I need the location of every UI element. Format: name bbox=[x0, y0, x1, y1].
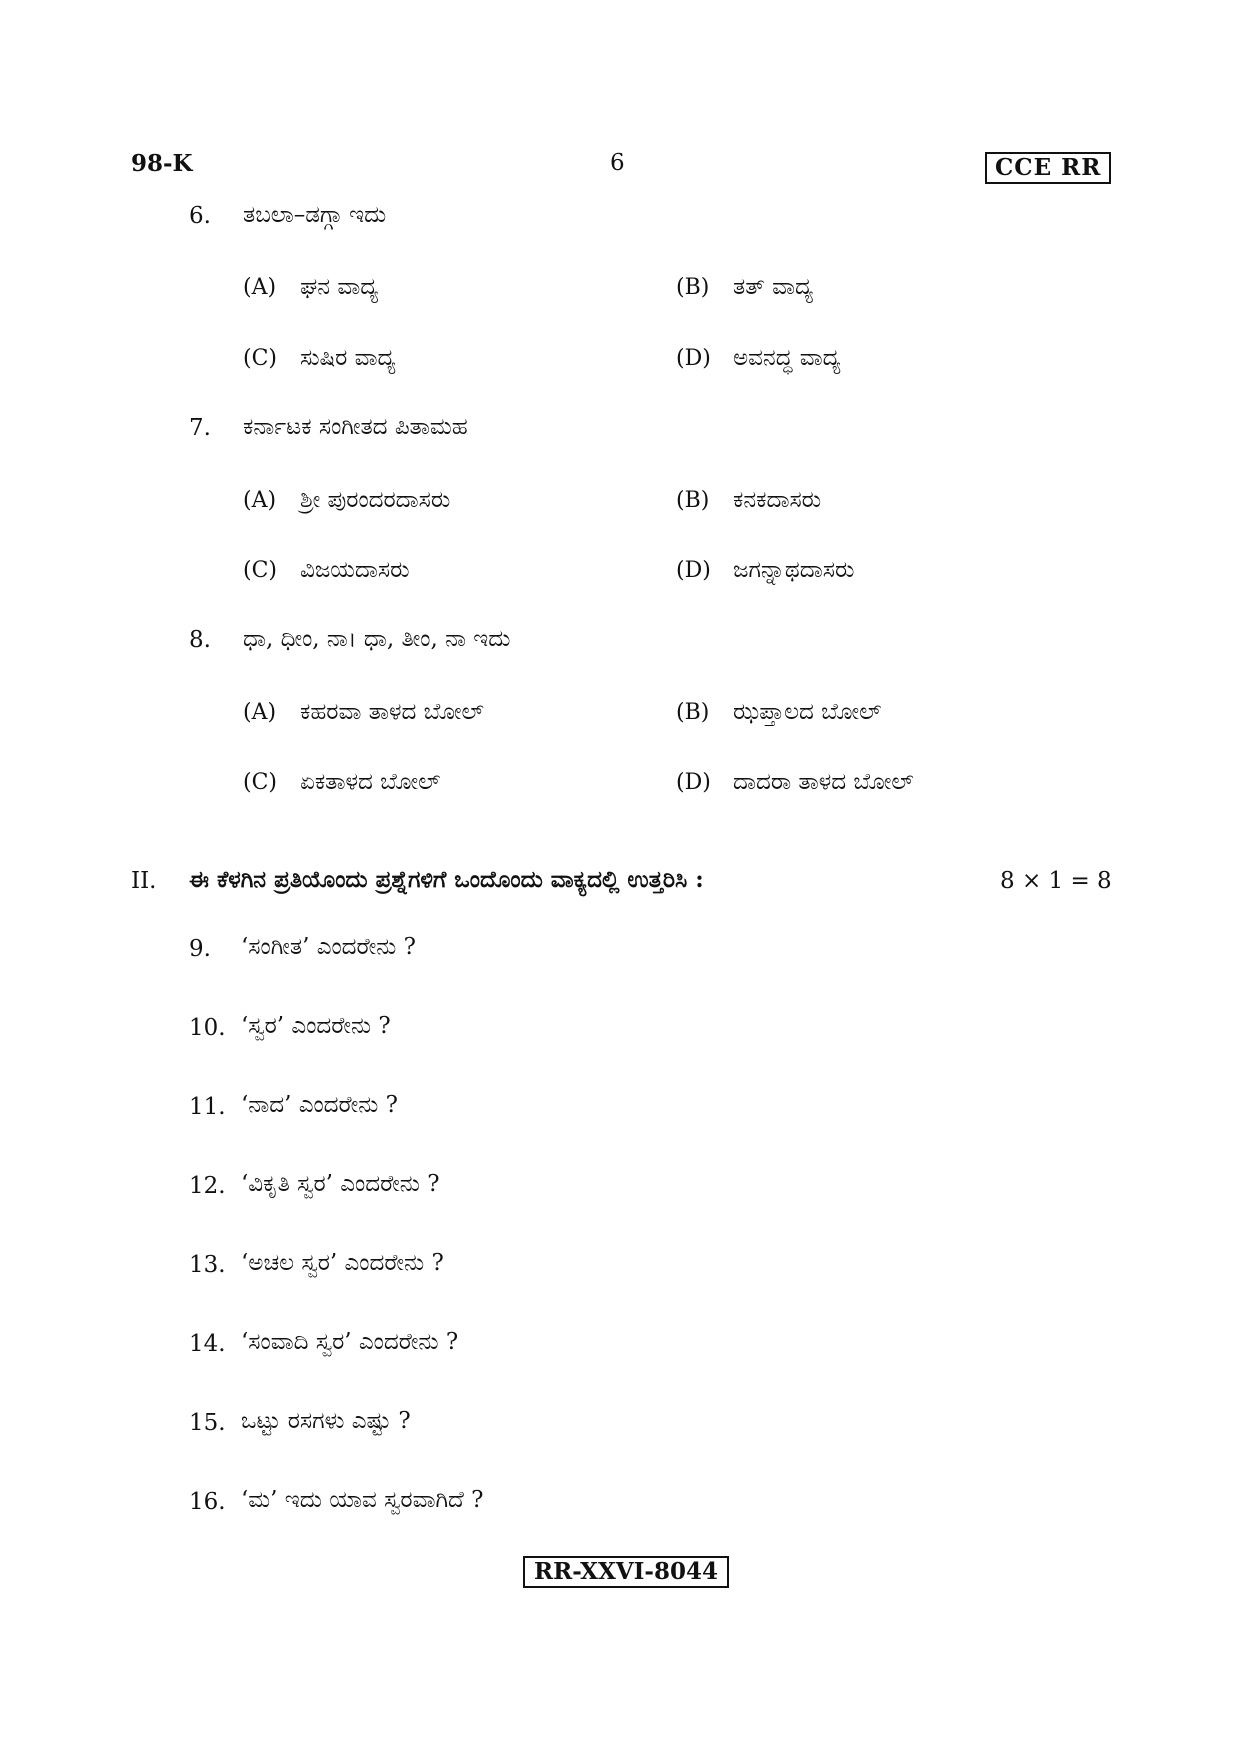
question-number: 8. bbox=[189, 627, 211, 653]
section-marks: 8 × 1 = 8 bbox=[1000, 868, 1112, 894]
option-letter: (D) bbox=[676, 558, 711, 583]
series-box: CCE RR bbox=[985, 152, 1111, 184]
option-text: ಶ್ರೀ ಪುರಂದರದಾಸರು bbox=[300, 487, 451, 513]
option-letter: (B) bbox=[676, 488, 710, 513]
option-letter: (A) bbox=[243, 700, 277, 725]
option-text: ದಾದರಾ ತಾಳದ ಬೋಲ್ bbox=[733, 769, 914, 795]
option-letter: (C) bbox=[243, 346, 277, 371]
question-number: 12. bbox=[189, 1173, 226, 1199]
question-text: ಒಟ್ಟು ರಸಗಳು ಎಷ್ಟು ? bbox=[241, 1408, 411, 1434]
option-letter: (A) bbox=[243, 488, 277, 513]
question-number: 9. bbox=[189, 936, 211, 962]
option-letter: (B) bbox=[676, 275, 710, 300]
option-text: ಅವನದ್ಧ ವಾದ್ಯ bbox=[733, 345, 841, 371]
option-letter: (D) bbox=[676, 770, 711, 795]
option-text: ಝಪ್ತಾಲದ ಬೋಲ್ bbox=[733, 699, 882, 725]
question-number: 15. bbox=[189, 1410, 226, 1436]
page-number: 6 bbox=[610, 150, 625, 176]
option-letter: (D) bbox=[676, 346, 711, 371]
option-letter: (C) bbox=[243, 558, 277, 583]
question-number: 14. bbox=[189, 1331, 226, 1357]
question-text: ಕರ್ನಾಟಕ ಸಂಗೀತದ ಪಿತಾಮಹ bbox=[243, 414, 468, 440]
section-number: II. bbox=[131, 868, 157, 894]
option-text: ತತ್ ವಾದ್ಯ bbox=[733, 274, 814, 300]
option-text: ಘನ ವಾದ್ಯ bbox=[300, 274, 379, 300]
option-text: ವಿಜಯದಾಸರು bbox=[300, 557, 410, 583]
option-text: ಕನಕದಾಸರು bbox=[733, 487, 822, 513]
question-text: ‘ವಿಕೃತಿ ಸ್ವರ’ ಎಂದರೇನು ? bbox=[241, 1171, 440, 1197]
footer-code-box: RR-XXVI-8044 bbox=[523, 1556, 729, 1588]
option-letter: (A) bbox=[243, 275, 277, 300]
question-text: ‘ಮ’ ಇದು ಯಾವ ಸ್ವರವಾಗಿದೆ ? bbox=[241, 1487, 484, 1513]
option-letter: (B) bbox=[676, 700, 710, 725]
question-number: 6. bbox=[189, 203, 211, 229]
question-number: 10. bbox=[189, 1015, 226, 1041]
question-text: ತಬಲಾ–ಡಗ್ಗಾ ಇದು bbox=[243, 202, 387, 228]
question-number: 13. bbox=[189, 1252, 226, 1278]
question-text: ‘ಸಂಗೀತ’ ಎಂದರೇನು ? bbox=[241, 934, 416, 960]
option-text: ಸುಷಿರ ವಾದ್ಯ bbox=[300, 345, 396, 371]
option-text: ಏಕತಾಳದ ಬೋಲ್ bbox=[300, 769, 441, 795]
question-number: 11. bbox=[189, 1094, 226, 1120]
paper-code: 98-K bbox=[131, 150, 193, 177]
question-text: ‘ಸಂವಾದಿ ಸ್ವರ’ ಎಂದರೇನು ? bbox=[241, 1329, 459, 1355]
question-text: ‘ಸ್ವರ’ ಎಂದರೇನು ? bbox=[241, 1013, 391, 1039]
option-letter: (C) bbox=[243, 770, 277, 795]
question-number: 16. bbox=[189, 1489, 226, 1515]
question-text: ಧಾ, ಧೀಂ, ನಾ। ಧಾ, ತೀಂ, ನಾ ಇದು bbox=[243, 626, 511, 652]
option-text: ಜಗನ್ನಾಥದಾಸರು bbox=[733, 557, 855, 583]
option-text: ಕಹರವಾ ತಾಳದ ಬೋಲ್ bbox=[300, 699, 484, 725]
question-number: 7. bbox=[189, 415, 211, 441]
question-text: ‘ನಾದ’ ಎಂದರೇನು ? bbox=[241, 1092, 398, 1118]
question-text: ‘ಅಚಲ ಸ್ವರ’ ಎಂದರೇನು ? bbox=[241, 1250, 444, 1276]
section-instruction: ಈ ಕೆಳಗಿನ ಪ್ರತಿಯೊಂದು ಪ್ರಶ್ನೆಗಳಿಗೆ ಒಂದೊಂದು ವಾಕ್ಯದಲ್ಲಿ ಉತ್ತರಿಸಿ : bbox=[189, 866, 704, 893]
